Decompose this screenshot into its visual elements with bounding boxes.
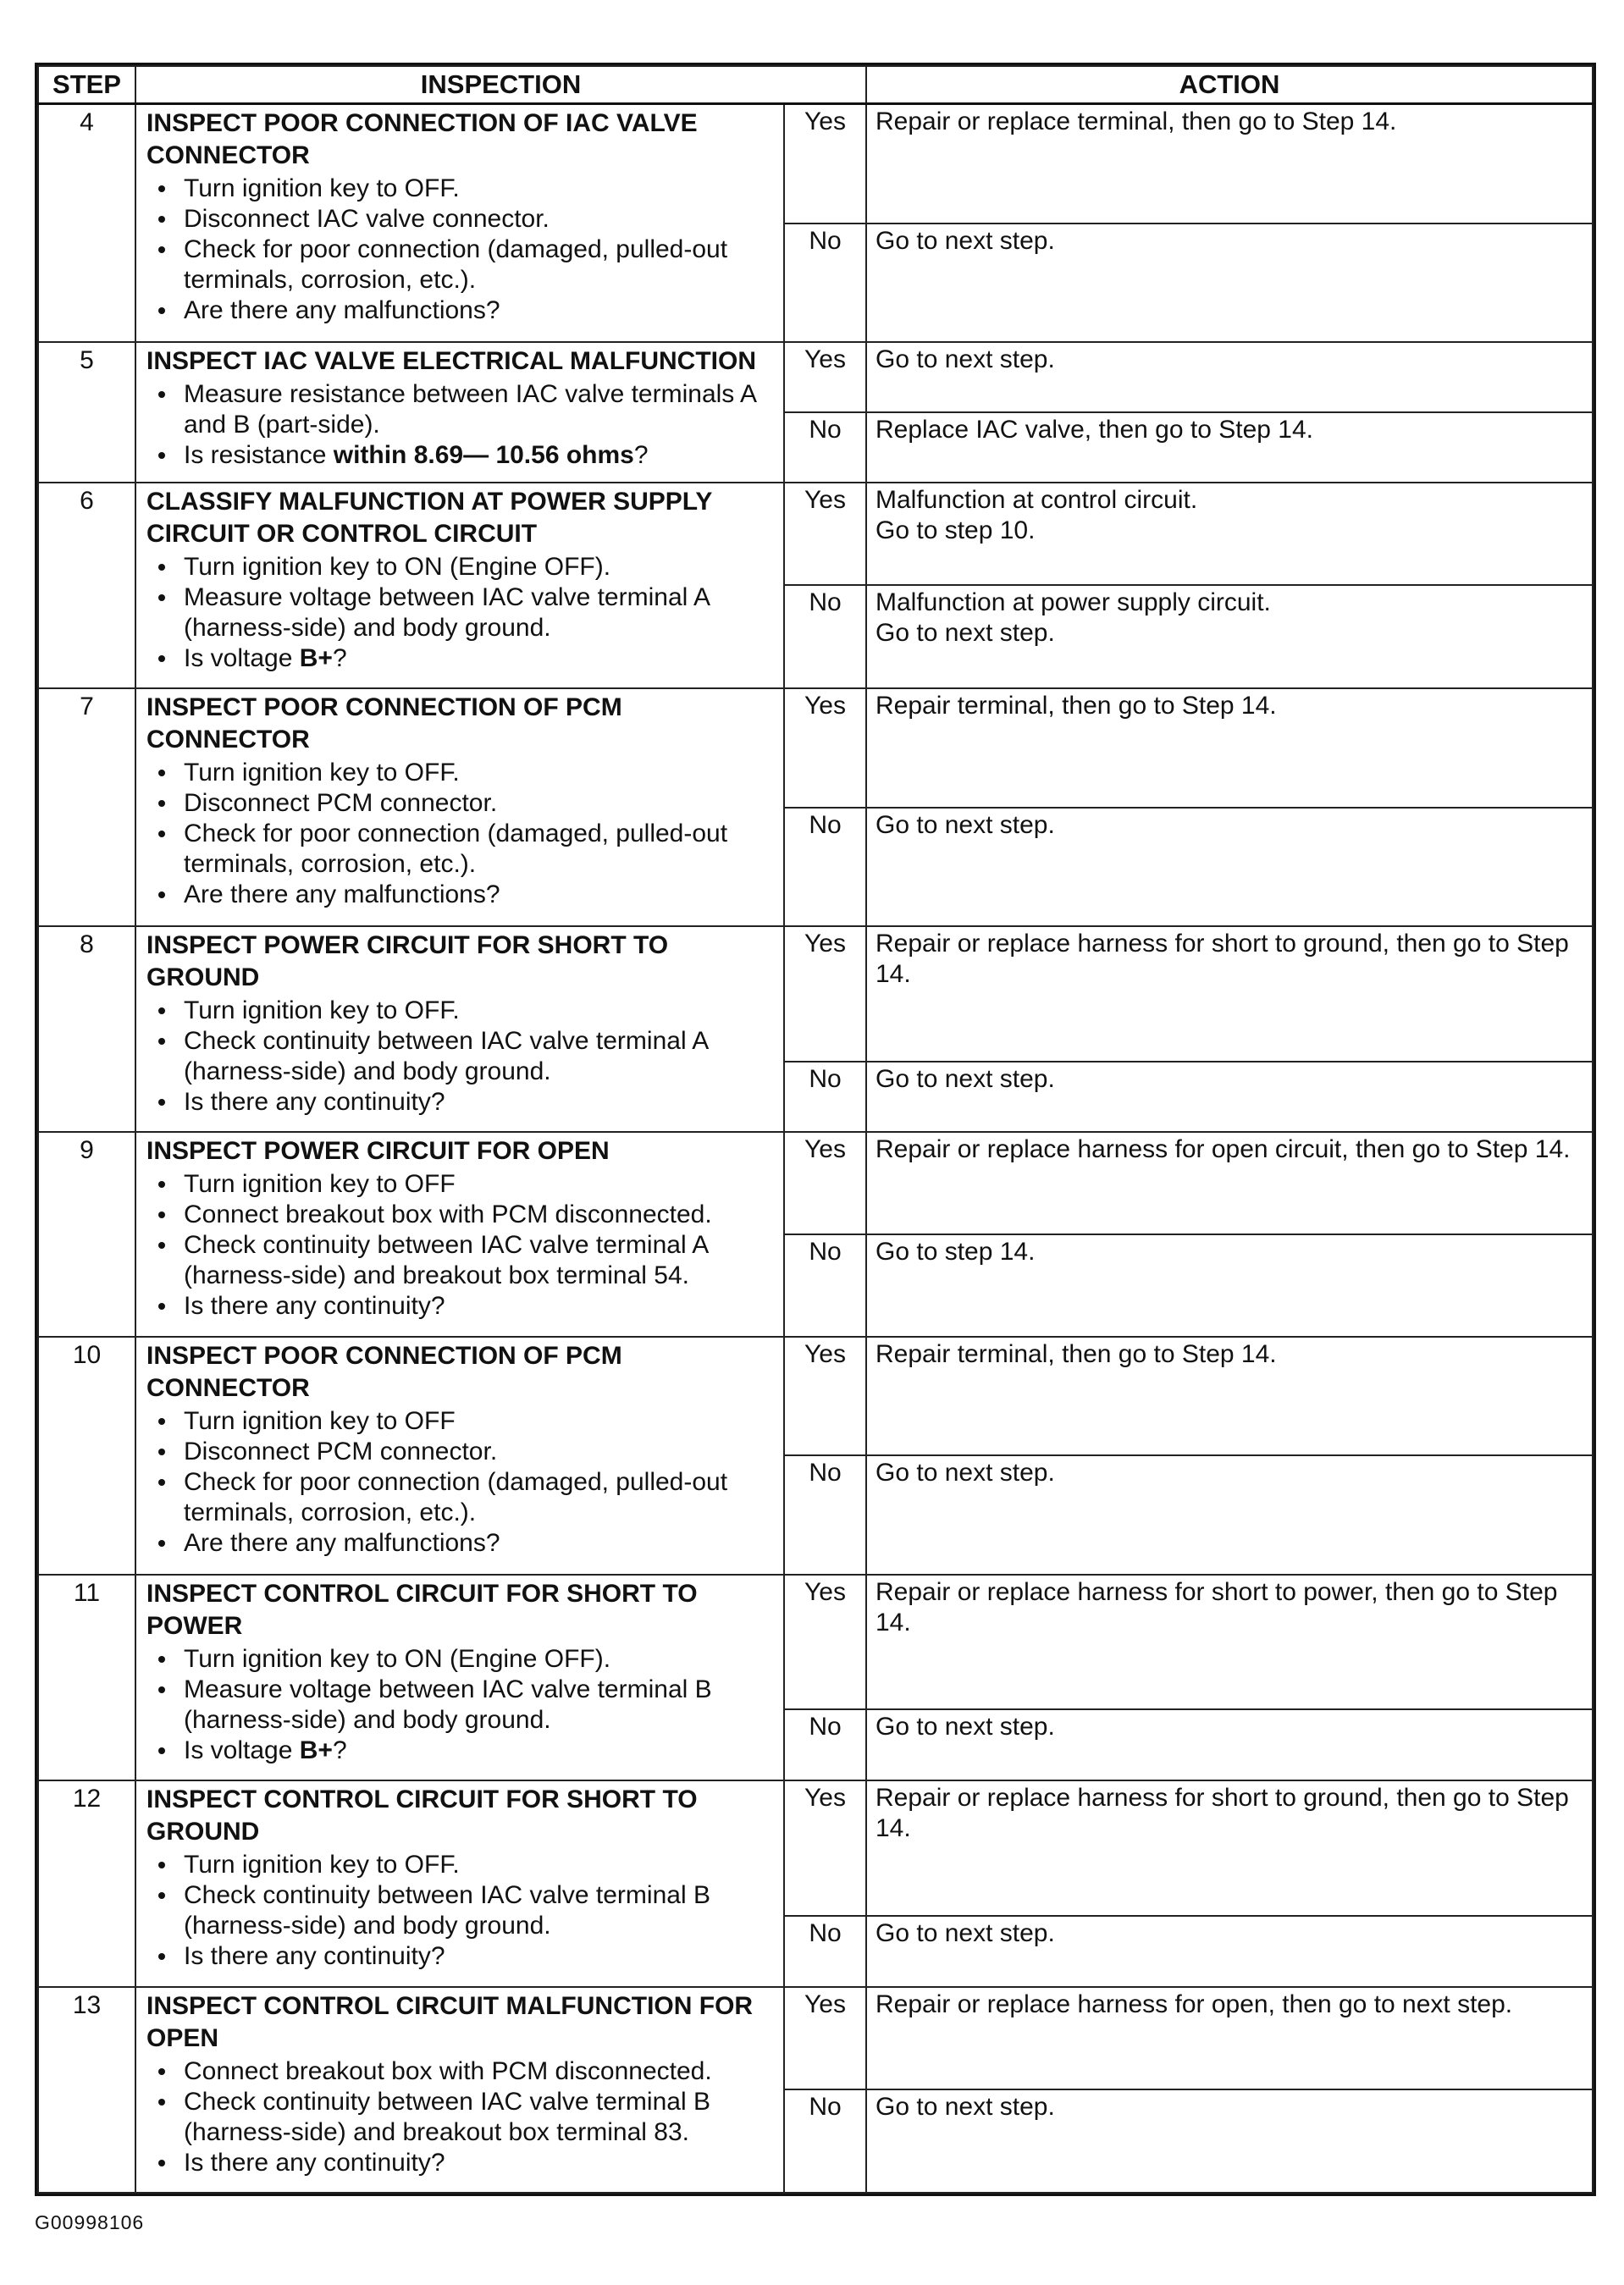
inspection-title: INSPECT POWER CIRCUIT FOR OPEN xyxy=(146,1137,610,1166)
no-action: Go to next step. xyxy=(866,1709,1593,1780)
yes-action: Malfunction at control circuit. Go to step 10. xyxy=(866,483,1593,586)
yes-action: Repair or replace harness for short to ground, then go to Step 14. xyxy=(866,1780,1593,1915)
checklist-item: Disconnect PCM connector. xyxy=(184,1437,776,1467)
no-label: No xyxy=(784,1709,866,1780)
inspection-cell xyxy=(135,1780,784,1986)
no-action: Go to next step. xyxy=(866,224,1593,342)
step-row xyxy=(38,1337,1593,1456)
checklist-item: Check for poor connection (damaged, pulled-out terminals, corrosion, etc.). xyxy=(184,819,776,880)
inspection-checklist xyxy=(146,996,776,1118)
step-number: 6 xyxy=(38,483,135,688)
step-row xyxy=(38,483,1593,586)
inspection-cell xyxy=(135,483,784,688)
step-row xyxy=(38,1987,1593,2090)
header-action: ACTION xyxy=(866,66,1593,104)
inspection-checklist xyxy=(146,1850,776,1972)
no-label: No xyxy=(784,585,866,688)
checklist-item: Connect breakout box with PCM disconnected. xyxy=(184,1200,776,1230)
checklist-item: Check for poor connection (damaged, pulled-out terminals, corrosion, etc.). xyxy=(184,235,776,295)
checklist-item: Are there any malfunctions? xyxy=(184,295,776,326)
yes-action: Repair terminal, then go to Step 14. xyxy=(866,1337,1593,1456)
checklist-item: Check continuity between IAC valve terminal B (harness-side) and breakout box terminal 83. xyxy=(184,2087,776,2148)
step-number: 13 xyxy=(38,1987,135,2193)
checklist-item: Are there any malfunctions? xyxy=(184,1528,776,1559)
no-label: No xyxy=(784,808,866,927)
checklist-item: Turn ignition key to OFF. xyxy=(184,1850,776,1880)
checklist-item: Check continuity between IAC valve terminal A (harness-side) and body ground. xyxy=(184,1026,776,1087)
inspection-checklist xyxy=(146,1644,776,1766)
step-number: 7 xyxy=(38,688,135,926)
step-row xyxy=(38,342,1593,412)
yes-label: Yes xyxy=(784,1337,866,1456)
no-action: Go to next step. xyxy=(866,1916,1593,1987)
yes-label: Yes xyxy=(784,104,866,224)
yes-action: Repair or replace terminal, then go to Step 14. xyxy=(866,104,1593,224)
inspection-cell xyxy=(135,1337,784,1575)
inspection-title: INSPECT POOR CONNECTION OF PCM CONNECTOR xyxy=(146,1341,622,1402)
step-row xyxy=(38,688,1593,808)
checklist-item: Turn ignition key to OFF xyxy=(184,1169,776,1200)
checklist-item: Are there any malfunctions? xyxy=(184,880,776,910)
inspection-checklist xyxy=(146,758,776,910)
checklist-item: Check continuity between IAC valve terminal B (harness-side) and body ground. xyxy=(184,1880,776,1941)
yes-label: Yes xyxy=(784,688,866,808)
checklist-item: Is there any continuity? xyxy=(184,1087,776,1118)
inspection-cell xyxy=(135,926,784,1132)
step-number: 10 xyxy=(38,1337,135,1575)
checklist-item: Turn ignition key to OFF. xyxy=(184,758,776,788)
yes-action: Repair or replace harness for short to power, then go to Step 14. xyxy=(866,1575,1593,1709)
no-action: Go to step 14. xyxy=(866,1234,1593,1337)
yes-label: Yes xyxy=(784,1780,866,1915)
checklist-item: Disconnect PCM connector. xyxy=(184,788,776,819)
inspection-cell xyxy=(135,688,784,926)
inspection-title: INSPECT CONTROL CIRCUIT FOR SHORT TO GROUND xyxy=(146,1786,698,1846)
checklist-item: Is voltage B+? xyxy=(184,1736,776,1766)
no-label: No xyxy=(784,1062,866,1133)
checklist-item: Measure voltage between IAC valve terminal B (harness-side) and body ground. xyxy=(184,1675,776,1736)
no-action: Go to next step. xyxy=(866,1455,1593,1575)
checklist-item: Turn ignition key to OFF. xyxy=(184,996,776,1026)
inspection-title: INSPECT IAC VALVE ELECTRICAL MALFUNCTION xyxy=(146,347,756,376)
checklist-item: Turn ignition key to ON (Engine OFF). xyxy=(184,552,776,582)
checklist-item: Check for poor connection (damaged, pulled-out terminals, corrosion, etc.). xyxy=(184,1467,776,1528)
yes-action: Repair or replace harness for open, then go to next step. xyxy=(866,1987,1593,2090)
inspection-title: INSPECT CONTROL CIRCUIT MALFUNCTION FOR OPEN xyxy=(146,1991,754,2052)
inspection-table xyxy=(37,65,1594,2194)
yes-action: Repair or replace harness for short to ground, then go to Step 14. xyxy=(866,926,1593,1061)
inspection-checklist xyxy=(146,552,776,674)
no-label: No xyxy=(784,1916,866,1987)
inspection-cell xyxy=(135,1987,784,2193)
inspection-title: INSPECT POOR CONNECTION OF IAC VALVE CONNECTOR xyxy=(146,109,698,169)
no-action: Go to next step. xyxy=(866,2089,1593,2193)
checklist-item: Is there any continuity? xyxy=(184,1291,776,1322)
inspection-checklist xyxy=(146,2056,776,2178)
yes-label: Yes xyxy=(784,483,866,586)
inspection-title: INSPECT POOR CONNECTION OF PCM CONNECTOR xyxy=(146,693,622,753)
inspection-cell xyxy=(135,1132,784,1336)
figure-code: G00998106 xyxy=(35,2211,145,2233)
no-label: No xyxy=(784,1234,866,1337)
yes-label: Yes xyxy=(784,1987,866,2090)
no-label: No xyxy=(784,1455,866,1575)
diagnostic-procedure-table xyxy=(35,63,1596,2196)
checklist-item: Is there any continuity? xyxy=(184,2148,776,2178)
checklist-item: Is voltage B+? xyxy=(184,643,776,674)
inspection-checklist xyxy=(146,174,776,326)
step-row xyxy=(38,926,1593,1061)
yes-label: Yes xyxy=(784,926,866,1061)
no-action: Go to next step. xyxy=(866,1062,1593,1133)
no-action: Go to next step. xyxy=(866,808,1593,927)
step-number: 12 xyxy=(38,1780,135,1986)
checklist-item: Measure voltage between IAC valve terminal A (harness-side) and body ground. xyxy=(184,582,776,643)
yes-action: Go to next step. xyxy=(866,342,1593,412)
inspection-title: CLASSIFY MALFUNCTION AT POWER SUPPLY CIRCUIT OR CONTROL CIRCUIT xyxy=(146,487,712,548)
no-action: Malfunction at power supply circuit. Go to next step. xyxy=(866,585,1593,688)
step-row xyxy=(38,1132,1593,1234)
checklist-item: Turn ignition key to OFF. xyxy=(184,174,776,204)
inspection-checklist xyxy=(146,1406,776,1559)
table-header-row xyxy=(38,66,1593,104)
step-number: 5 xyxy=(38,342,135,482)
checklist-item: Measure resistance between IAC valve terminals A and B (part-side). xyxy=(184,379,776,440)
no-label: No xyxy=(784,224,866,342)
step-row xyxy=(38,104,1593,224)
inspection-checklist xyxy=(146,1169,776,1322)
step-number: 9 xyxy=(38,1132,135,1336)
inspection-title: INSPECT POWER CIRCUIT FOR SHORT TO GROUND xyxy=(146,931,669,992)
no-label: No xyxy=(784,412,866,483)
inspection-cell xyxy=(135,342,784,482)
checklist-item: Is there any continuity? xyxy=(184,1941,776,1972)
checklist-item: Is resistance within 8.69— 10.56 ohms? xyxy=(184,440,776,471)
inspection-cell xyxy=(135,1575,784,1780)
yes-label: Yes xyxy=(784,342,866,412)
step-number: 11 xyxy=(38,1575,135,1780)
no-action: Replace IAC valve, then go to Step 14. xyxy=(866,412,1593,483)
checklist-item: Connect breakout box with PCM disconnected. xyxy=(184,2056,776,2087)
header-step: STEP xyxy=(38,66,135,104)
inspection-checklist xyxy=(146,379,776,471)
inspection-cell xyxy=(135,104,784,343)
yes-action: Repair or replace harness for open circuit, then go to Step 14. xyxy=(866,1132,1593,1234)
inspection-title: INSPECT CONTROL CIRCUIT FOR SHORT TO POWER xyxy=(146,1579,698,1640)
yes-label: Yes xyxy=(784,1575,866,1709)
table-body xyxy=(38,104,1593,2194)
step-row xyxy=(38,1780,1593,1915)
no-label: No xyxy=(784,2089,866,2193)
header-inspection: INSPECTION xyxy=(135,66,866,104)
step-number: 4 xyxy=(38,104,135,343)
yes-label: Yes xyxy=(784,1132,866,1234)
step-row xyxy=(38,1575,1593,1709)
checklist-item: Turn ignition key to ON (Engine OFF). xyxy=(184,1644,776,1675)
checklist-item: Check continuity between IAC valve terminal A (harness-side) and breakout box terminal 54. xyxy=(184,1230,776,1291)
checklist-item: Disconnect IAC valve connector. xyxy=(184,204,776,235)
checklist-item: Turn ignition key to OFF xyxy=(184,1406,776,1437)
step-number: 8 xyxy=(38,926,135,1132)
yes-action: Repair terminal, then go to Step 14. xyxy=(866,688,1593,808)
